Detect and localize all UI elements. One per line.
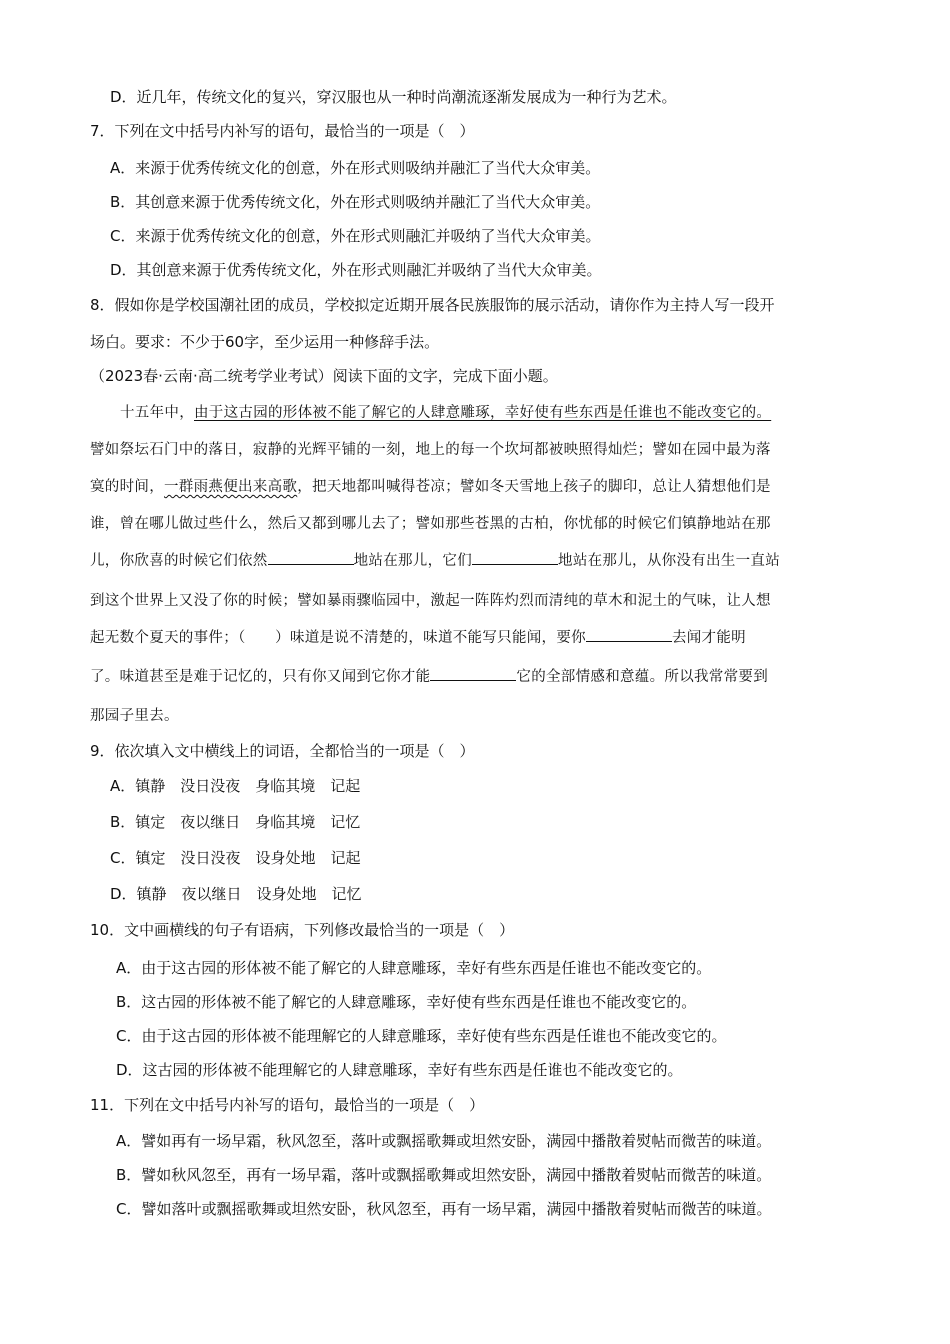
- fill-blank-4: [430, 666, 516, 681]
- question-7-stem: 7．下列在文中括号内补写的语句，最恰当的一项是（ ）: [90, 122, 475, 140]
- passage-line-2: 譬如祭坛石门中的落日，寂静的光辉平铺的一刻，地上的每一个坎坷都被映照得灿烂；譬如在园中最为落: [90, 442, 771, 458]
- passage-text: 了。味道甚至是难于记忆的，只有你又闻到它你才能: [90, 669, 431, 685]
- question-9-option-c: C．镇定 没日没夜 设身处地 记起: [110, 849, 361, 867]
- passage-text: 寞的时间，: [90, 479, 164, 495]
- question-10-stem: 10．文中画横线的句子有语病，下列修改最恰当的一项是（ ）: [90, 921, 515, 939]
- question-10-option-c: C．由于这古园的形体被不能理解它的人肆意雕琢，幸好使有些东西是任谁也不能改变它的。: [116, 1027, 727, 1045]
- question-10-option-d: D．这古园的形体被不能理解它的人肆意雕琢，幸好有些东西是任谁也不能改变它的。: [116, 1061, 683, 1079]
- question-7-option-b: B．其创意来源于优秀传统文化，外在形式则吸纳并融汇了当代大众审美。: [110, 193, 601, 211]
- question-9-stem: 9．依次填入文中横线上的词语，全都恰当的一项是（ ）: [90, 742, 475, 760]
- passage-text: 儿，你欣喜的时候它们依然: [90, 553, 268, 569]
- passage-source: （2023春·云南·高二统考学业考试）阅读下面的文字，完成下面小题。: [90, 367, 558, 385]
- question-8-line-1: 8．假如你是学校国潮社团的成员，学校拟定近期开展各民族服饰的展示活动，请你作为主持人写一段开: [90, 296, 775, 314]
- fill-blank-1: [268, 550, 354, 565]
- question-9-option-a: A．镇静 没日没夜 身临其境 记起: [110, 777, 361, 795]
- question-9-option-b: B．镇定 夜以继日 身临其境 记忆: [110, 813, 361, 831]
- passage-text: 它的全部情感和意蕴。所以我常常要到: [516, 669, 769, 685]
- passage-line-7: [90, 627, 746, 649]
- passage-line-8: [90, 666, 768, 688]
- question-11-stem: 11．下列在文中括号内补写的语句，最恰当的一项是（ ）: [90, 1096, 485, 1114]
- question-9-option-d: D．镇静 夜以继日 设身处地 记忆: [110, 885, 362, 903]
- passage-line-5: [90, 550, 780, 572]
- question-10-option-b: B．这古园的形体被不能了解它的人肆意雕琢，幸好使有些东西是任谁也不能改变它的。: [116, 993, 697, 1011]
- question-7-option-d: D．其创意来源于优秀传统文化，外在形式则融汇并吸纳了当代大众审美。: [110, 261, 602, 279]
- passage-line-4: 谁，曾在哪儿做过些什么，然后又都到哪儿去了；譬如那些苍黑的古柏，你忧郁的时候它们镇静地站在那: [90, 516, 771, 532]
- underlined-sentence: 由于这古园的形体被不能了解它的人肆意雕琢，幸好使有些东西是任谁也不能改变它的。: [194, 405, 772, 421]
- passage-line-9: 那园子里去。: [90, 708, 179, 724]
- question-11-option-b: B．譬如秋风忽至，再有一场早霜，落叶或飘摇歌舞或坦然安卧，满园中播散着熨帖而微苦的味道。: [116, 1166, 772, 1184]
- passage-text: 起无数个夏天的事件；（ ）味道是说不清楚的，味道不能写只能闻，要你: [90, 630, 586, 646]
- question-10-option-a: A．由于这古园的形体被不能了解它的人肆意雕琢，幸好有些东西是任谁也不能改变它的。: [116, 959, 712, 977]
- wavy-underlined-phrase: 一群雨燕便出来高歌: [164, 479, 298, 495]
- passage-line-3: [90, 476, 771, 498]
- question-11-option-a: A．譬如再有一场早霜，秋风忽至，落叶或飘摇歌舞或坦然安卧，满园中播散着熨帖而微苦的味道。: [116, 1132, 772, 1150]
- passage-text: 地站在那儿，从你没有出生一直站: [558, 553, 781, 569]
- passage-text: ，把天地都叫喊得苍凉；譬如冬天雪地上孩子的脚印，总让人猜想他们是: [297, 479, 771, 495]
- question-7-option-c: C．来源于优秀传统文化的创意，外在形式则融汇并吸纳了当代大众审美。: [110, 227, 601, 245]
- fill-blank-2: [472, 550, 558, 565]
- fill-blank-3: [586, 627, 672, 642]
- question-8-line-2: 场白。要求：不少于60字，至少运用一种修辞手法。: [90, 333, 440, 351]
- passage-text: 地站在那儿，它们: [353, 553, 473, 569]
- passage-line-6: 到这个世界上又没了你的时候；譬如暴雨骤临园中，激起一阵阵灼烈而清纯的草木和泥土的气味，让人想: [90, 593, 771, 609]
- question-7-option-a: A．来源于优秀传统文化的创意，外在形式则吸纳并融汇了当代大众审美。: [110, 159, 601, 177]
- question-11-option-c: C．譬如落叶或飘摇歌舞或坦然安卧，秋风忽至，再有一场早霜，满园中播散着熨帖而微苦的味道。: [116, 1200, 772, 1218]
- passage-text: 去闻才能明: [671, 630, 746, 646]
- passage-text: 十五年中，: [120, 405, 194, 421]
- passage-line-1: [120, 402, 771, 424]
- option-d-prev: D．近几年，传统文化的复兴，穿汉服也从一种时尚潮流逐渐发展成为一种行为艺术。: [110, 88, 677, 106]
